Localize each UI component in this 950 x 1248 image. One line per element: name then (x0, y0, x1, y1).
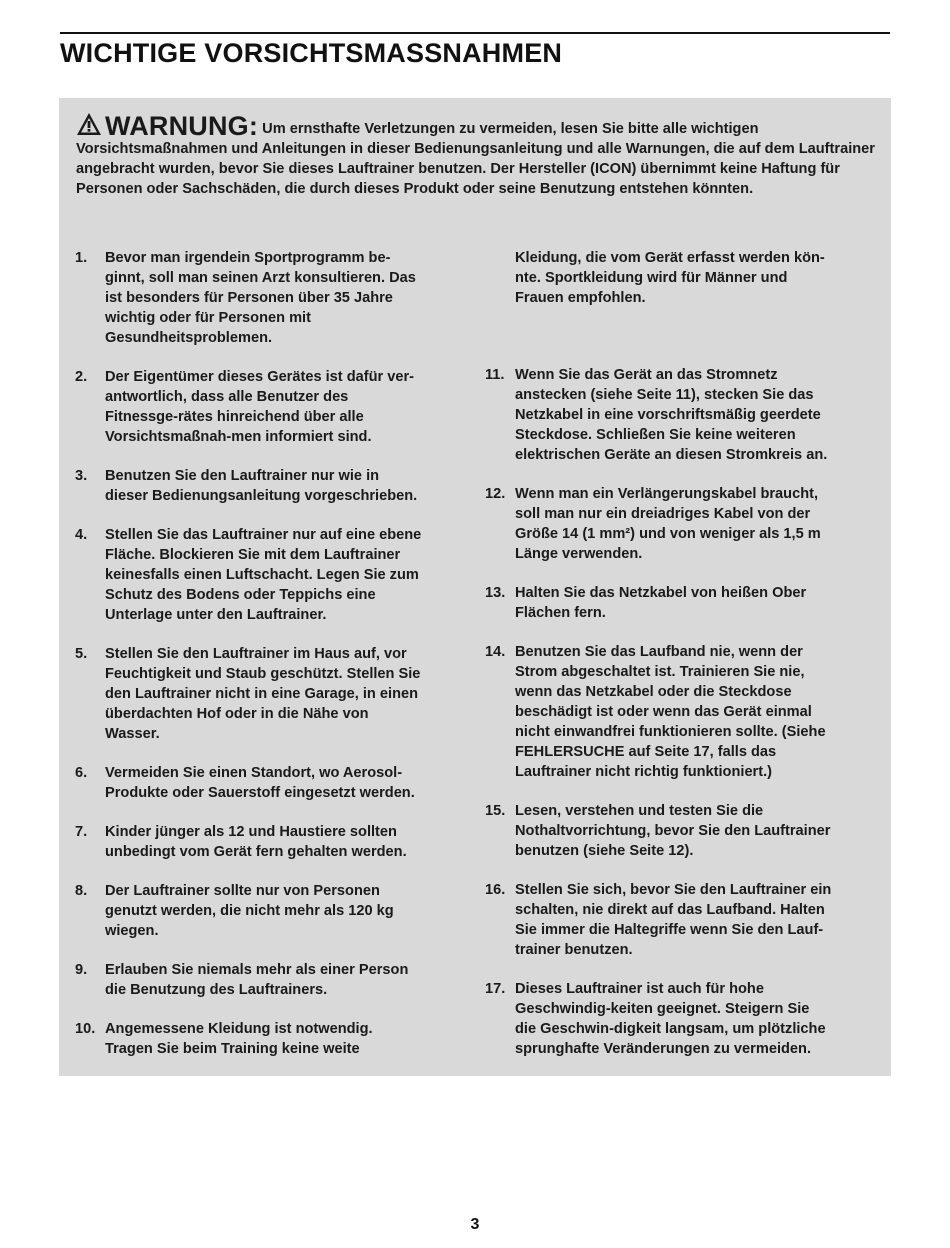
list-item (75, 1019, 455, 1059)
list-item (75, 644, 455, 744)
warning-text: Um ernsthafte Verletzungen zu vermeiden, lesen Sie bitte alle wichtigen Vorsichtsmaßnahmen und Anleitungen in dieser Bedienungsanleitung und alle Warnungen, die auf dem Lauftrainer angebracht wurden, bevor Sie dieses Lauftrainer benutzen. Der Hersteller (ICON) übernimmt keine Haftung für Personen oder Sachschäden, die durch dieses Produkt oder seine Benutzung entstehen könnten. (76, 121, 875, 197)
item-number: 2. (75, 369, 88, 385)
item-number: 1. (75, 250, 88, 266)
warning-triangle-icon (76, 112, 102, 136)
item-number: 4. (75, 527, 88, 543)
item-number: 8. (75, 883, 88, 899)
item-text: Benutzen Sie den Lauftrainer nur wie in dieser Bedienungsanleitung vorgeschrieben. (105, 468, 418, 504)
item-number: 9. (75, 962, 88, 978)
list-item (485, 801, 865, 861)
item-text: Wenn Sie das Gerät an das Stromnetz anstecken (siehe Seite 11), stecken Sie das Netzkabel in eine vorschriftsmäßig geerdete Steckdose. Schließen Sie keine weiteren elektrischen Geräte an diesen Stromkreis an. (515, 367, 828, 463)
item-text: Kinder jünger als 12 und Haustiere sollten unbedingt vom Gerät fern gehalten werden. (105, 824, 407, 860)
list-item (75, 466, 455, 506)
list-item (485, 880, 865, 960)
item-number: 3. (75, 468, 88, 484)
item-text: Bevor man irgendein Sportprogramm be- ginnt, soll man seinen Arzt konsultieren. Das ist besonders für Personen über 35 Jahre wichtig oder für Personen mit Gesundheitsproblemen. (105, 250, 416, 346)
list-item (75, 248, 455, 348)
item-number: 12. (485, 486, 506, 502)
list-item (485, 583, 865, 623)
item-text: Angemessene Kleidung ist notwendig. Tragen Sie beim Training keine weite (105, 1021, 373, 1057)
list-item (75, 763, 455, 803)
item-text: Vermeiden Sie einen Standort, wo Aerosol- Produkte oder Sauerstoff eingesetzt werden. (105, 765, 415, 801)
item-number: 16. (485, 882, 506, 898)
precautions-panel (59, 98, 891, 1076)
item-number: 14. (485, 644, 506, 660)
item-number: 7. (75, 824, 88, 840)
item-10-continued: Kleidung, die vom Gerät erfasst werden kön- nte. Sportkleidung wird für Männer und Frauen empfohlen. (515, 250, 825, 306)
item-text: Halten Sie das Netzkabel von heißen Ober Flächen fern. (515, 585, 807, 621)
list-item (485, 642, 865, 782)
list-item (485, 484, 865, 564)
right-column (485, 248, 865, 1078)
top-rule (60, 32, 890, 34)
item-text: Stellen Sie sich, bevor Sie den Lauftrainer ein schalten, nie direkt auf das Laufband. Halten Sie immer die Haltegriffe wenn Sie den Lauf- trainer benutzen. (515, 882, 832, 958)
item-text: Benutzen Sie das Laufband nie, wenn der Strom abgeschaltet ist. Trainieren Sie nie, wenn das Netzkabel oder die Steckdose beschädigt ist oder wenn das Gerät einmal nicht einwandfrei funktionieren sollte. (Siehe FEHLERSUCHE auf Seite 17, falls das Lauftrainer nicht richtig funktioniert.) (515, 644, 826, 780)
item-number: 10. (75, 1021, 96, 1037)
warning-heading: WARNUNG: (105, 111, 259, 141)
left-column (75, 248, 455, 1078)
item-number: 6. (75, 765, 88, 781)
item-number: 15. (485, 803, 506, 819)
item-text: Der Lauftrainer sollte nur von Personen genutzt werden, die nicht mehr als 120 kg wiegen. (105, 883, 394, 939)
list-item (485, 979, 865, 1059)
item-number: 5. (75, 646, 88, 662)
item-text: Erlauben Sie niemals mehr als einer Person die Benutzung des Lauftrainers. (105, 962, 409, 998)
list-item (75, 822, 455, 862)
item-text: Der Eigentümer dieses Gerätes ist dafür ver- antwortlich, dass alle Benutzer des Fitnessge-rätes hinreichend über alle Vorsichtsmaßnah-men informiert sind. (105, 369, 415, 445)
item-number: 17. (485, 981, 506, 997)
item-text: Lesen, verstehen und testen Sie die Nothaltvorrichtung, bevor Sie den Lauftrainer benutzen (siehe Seite 12). (515, 803, 831, 859)
list-item (75, 525, 455, 625)
list-item (75, 881, 455, 941)
list-item (485, 365, 865, 465)
warning-block (76, 112, 876, 199)
item-text: Stellen Sie das Lauftrainer nur auf eine ebene Fläche. Blockieren Sie mit dem Lauftrainer keinesfalls einen Luftschacht. Legen Sie zum Schutz des Bodens oder Teppichs eine Unterlage unter den Lauftrainer. (105, 527, 422, 623)
page-number: 3 (470, 1216, 480, 1233)
item-text: Dieses Lauftrainer ist auch für hohe Geschwindig-keiten geeignet. Steigern Sie die Geschwin-digkeit langsam, um plötzliche sprunghafte Veränderungen zu vermeiden. (515, 981, 826, 1057)
item-number: 13. (485, 585, 506, 601)
item-text: Stellen Sie den Lauftrainer im Haus auf, vor Feuchtigkeit und Staub geschützt. Stellen Sie den Lauftrainer nicht in eine Garage, in einen überdachten Hof oder in die Nähe von Wasser. (105, 646, 421, 742)
page-title: WICHTIGE VORSICHTSMASSNAHMEN (60, 38, 563, 68)
list-item (75, 367, 455, 447)
item-number: 11. (485, 367, 505, 383)
item-text: Wenn man ein Verlängerungskabel braucht, soll man nur ein dreiadriges Kabel von der Größe 14 (1 mm²) und von weniger als 1,5 m Länge verwenden. (515, 486, 821, 562)
list-item (75, 960, 455, 1000)
